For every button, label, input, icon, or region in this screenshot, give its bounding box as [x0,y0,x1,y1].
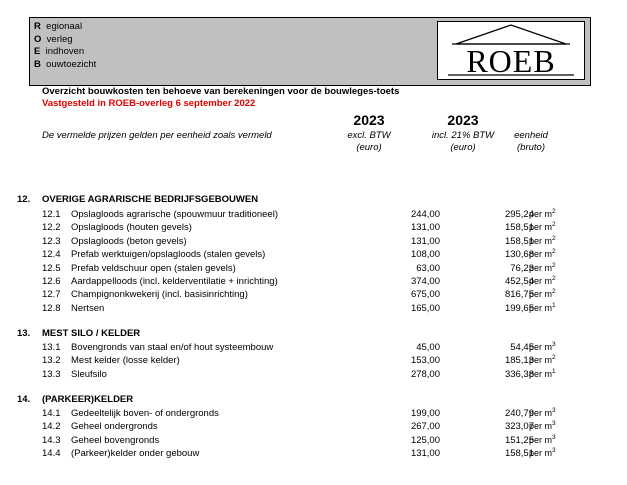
row-label: Prefab werktuigen/opslagloods (stalen gevels) [71,249,266,261]
table-row [42,407,602,420]
unit: per $m^3$ [529,420,556,432]
row-label: Mest kelder (losse kelder) [71,355,180,367]
unit: per $m^3$ [529,407,556,418]
year-incl: 2023 [447,112,479,128]
table-row [42,288,602,301]
row-code: 12.4 [42,249,61,261]
header-box [29,17,591,86]
document-subtitle: Vastgesteld in ROEB-overleg 6 september 2022 [42,98,256,109]
row-label: Aardappelloods (incl. kelderventilatie + inrichting) [71,276,278,287]
price-incl: 452,54 [504,276,534,287]
price-excl: 199,00 [410,408,440,419]
row-code: 12.5 [42,262,61,274]
org-name [34,21,96,71]
unit: per $m^3$ [529,433,556,445]
table-row [42,434,602,447]
price-excl: 267,00 [410,421,440,433]
price-excl: 45,00 [416,342,440,353]
table-row [42,221,602,234]
price-incl: 240,79 [504,408,534,419]
row-code: 14.3 [42,434,61,446]
row-code: 12.3 [42,235,61,247]
document-title: Overzicht bouwkosten ten behoeve van berekeningen voor de bouwleges-toets [42,86,400,97]
price-excl: 244,00 [410,209,440,220]
table-row [42,248,602,261]
row-code: 14.2 [42,421,61,433]
row-code: 14.4 [42,448,61,460]
row-code: 13.3 [42,368,61,380]
price-incl: 158,51 [504,235,534,247]
row-label: Prefab veldschuur open (stalen gevels) [71,262,236,274]
price-incl: 185,13 [504,355,534,367]
col-header-unit: eenheid (bruto) [514,130,548,153]
table-row [42,208,602,221]
unit: per $m^3$ [529,447,556,459]
logo-text: ROEB [466,43,556,79]
price-incl: 199,65 [504,302,534,314]
col-header-incl: incl. 21% BTW (euro) [431,130,495,153]
table-row [42,368,602,381]
org-line: E indhoven [34,46,85,57]
price-incl: 130,68 [504,249,534,261]
unit: per $m^2$ [529,248,556,260]
table-row [42,420,602,433]
roeb-logo [437,21,585,80]
table-row [42,262,602,275]
org-line: O verleg [34,33,73,45]
section-heading: 14. (PARKEER)KELDER [17,394,134,405]
org-line: B ouwtoezicht [34,58,97,70]
row-code: 12.7 [42,289,61,301]
section-heading: 12. OVERIGE AGRARISCHE BEDRIJFSGEBOUWEN [17,194,259,205]
row-label: Geheel bovengronds [71,434,160,446]
price-excl: 675,00 [410,289,440,301]
unit: per $m^1$ [529,301,556,313]
price-excl: 131,00 [410,448,440,460]
section-heading: 13. MEST SILO / KELDER [17,328,141,339]
price-excl: 374,00 [410,276,440,287]
org-line: R egionaal [34,21,83,32]
row-label: Bovengronds van staal en/of hout systeembouw [71,342,274,353]
table-row [42,354,602,367]
table-row [42,302,602,315]
unit: per $m^3$ [529,341,556,352]
price-excl: 125,00 [410,434,440,446]
row-label: Gedeeltelijk boven- of ondergronds [71,408,219,419]
table-row [42,275,602,288]
price-incl: 54,45 [510,342,534,353]
row-code: 12.2 [42,222,61,234]
row-label: Champignonkwekerij (incl. basisinrichting) [71,289,248,301]
row-label: Sleufsilo [71,368,107,380]
price-excl: 63,00 [416,262,440,274]
unit: per $m^2$ [529,354,556,366]
price-excl: 131,00 [410,235,440,247]
price-excl: 165,00 [410,302,440,314]
row-label: Opslagloods agrarische (spouwmuur traditioneel) [71,209,278,220]
unit: per $m^2$ [529,261,556,273]
unit: per $m^2$ [529,234,556,246]
price-incl: 151,25 [504,434,534,446]
row-code: 14.1 [42,408,61,419]
table-row [42,341,602,354]
price-incl: 323,07 [504,421,534,433]
price-incl: 816,75 [504,289,534,301]
col-header-excl: excl. BTW (euro) [347,130,391,153]
row-label: Nertsen [71,302,105,314]
row-code: 13.1 [42,342,61,353]
price-incl: 158,51 [504,222,534,234]
price-excl: 131,00 [410,222,440,234]
price-incl: 158,51 [504,448,534,460]
row-code: 12.6 [42,276,61,287]
year-excl: 2023 [353,112,385,128]
unit: per $m^2$ [529,288,556,300]
unit: per $m^2$ [529,275,556,286]
price-incl: 295,24 [504,209,534,220]
price-incl: 336,38 [504,368,534,380]
price-incl: 76,23 [510,262,534,274]
row-label: Geheel ondergronds [71,421,158,433]
price-excl: 153,00 [410,355,440,367]
unit: per $m^1$ [529,367,556,379]
table-row [42,235,602,248]
price-description: De vermelde prijzen gelden per eenheid zoals vermeld [42,130,272,141]
row-code: 12.8 [42,302,61,314]
unit: per $m^2$ [529,208,556,219]
table-row [42,447,602,460]
price-excl: 278,00 [410,368,440,380]
row-code: 13.2 [42,355,61,367]
unit: per $m^2$ [529,221,556,233]
row-label: Opslagloods (beton gevels) [71,235,187,247]
row-label: (Parkeer)kelder onder gebouw [71,448,200,460]
row-code: 12.1 [42,209,61,220]
price-excl: 108,00 [410,249,440,261]
row-label: Opslagloods (houten gevels) [71,222,192,234]
